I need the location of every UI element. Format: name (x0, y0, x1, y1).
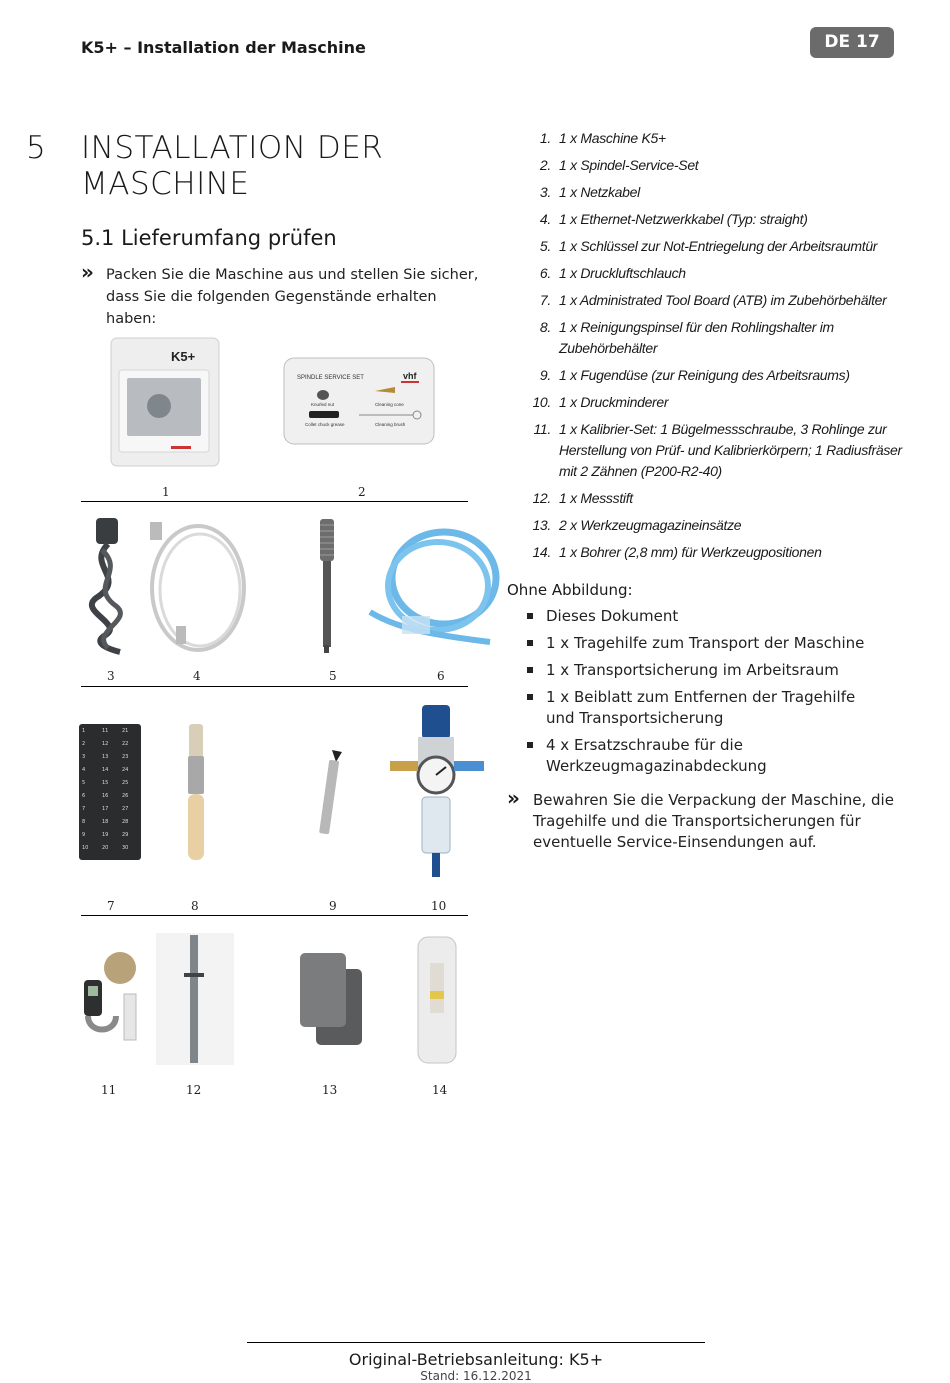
tool-board-slot-label: 17 (102, 806, 109, 812)
list-item (529, 317, 909, 359)
figure-label-10: 10 (431, 899, 447, 913)
figure-label-7: 7 (107, 899, 115, 913)
tool-board-slot-label: 23 (122, 754, 129, 760)
compressed-air-hose-photo (366, 518, 506, 662)
tool-board-slot-label: 12 (102, 741, 109, 747)
list-item (529, 209, 909, 230)
list-item-number: 1. (539, 130, 551, 146)
list-item (529, 290, 909, 311)
list-item-text: 1 x Administrated Tool Board (ATB) im Zubehörbehälter (559, 292, 887, 308)
tool-board-slot-label: 7 (82, 806, 86, 812)
list-item-text: 1 x Druckminderer (559, 394, 669, 410)
crevice-nozzle-photo (316, 748, 346, 842)
list-item (529, 236, 909, 257)
tool-board-grid (79, 724, 141, 860)
tool-board-slot-label: 29 (122, 832, 129, 838)
list-item-text: 1 x Reinigungspinsel für den Rohlingshalter im Zubehörbehälter (559, 319, 834, 356)
bullet-square-icon (527, 694, 533, 700)
tool-board-slot-label: 21 (122, 728, 129, 734)
box-brand: vhf (403, 371, 417, 381)
measuring-pin-photo (156, 933, 234, 1065)
tool-board-slot-label: 3 (82, 754, 86, 760)
tool-board-slot-label: 11 (102, 728, 109, 734)
list-item-number: 7. (539, 292, 551, 308)
chapter-title-line2: MASCHINE (81, 166, 250, 202)
tool-board-slot-label: 25 (122, 780, 129, 786)
list-item (529, 128, 909, 149)
ethernet-cable-photo (140, 518, 252, 660)
bullet-item (527, 606, 887, 627)
tool-board-slot-label: 18 (102, 819, 109, 825)
machine-k5-photo (109, 336, 221, 472)
tool-board-slot-label: 27 (122, 806, 129, 812)
figure-divider (81, 686, 468, 687)
packaging-note: Bewahren Sie die Verpackung der Maschine, die Tragehilfe und die Transportsicherungen für eventuelle Service-Einsendungen auf. (533, 791, 894, 851)
figure-label-9: 9 (329, 899, 337, 913)
drill-tube-photo (414, 935, 460, 1071)
figure-label-6: 6 (437, 669, 445, 683)
tool-board-slot-label: 2 (82, 741, 86, 747)
page-number-badge: DE 17 (810, 27, 894, 58)
tool-magazine-inserts-photo (298, 951, 364, 1051)
figure-label-5: 5 (329, 669, 337, 683)
figure-label-2: 2 (358, 485, 366, 499)
bullet-text: Dieses Dokument (546, 607, 679, 625)
chapter-number: 5 (26, 130, 46, 166)
bullet-item (527, 735, 887, 777)
list-item-text: 1 x Kalibrier-Set: 1 Bügelmessschraube, 3 Rohlinge zur Herstellung von Prüf- und Kalibrierkörpern; 1 Radiusfräser mit 2 Zähnen (P200-R2-40) (559, 421, 902, 479)
footer-rule (247, 1342, 705, 1343)
running-header: K5+ – Installation der Maschine (81, 38, 366, 57)
figure-label-1: 1 (162, 485, 170, 499)
figure-label-12: 12 (186, 1083, 202, 1097)
list-item-number: 12. (532, 490, 551, 506)
bullet-item (527, 660, 887, 681)
list-item-number: 14. (532, 544, 551, 560)
tool-board-slot-label: 22 (122, 741, 129, 747)
list-item-number: 5. (539, 238, 551, 254)
box-item-1: Knurled nut (311, 402, 335, 407)
bullet-text: 1 x Tragehilfe zum Transport der Maschine (546, 634, 865, 652)
tool-board-slot-label: 1 (82, 728, 86, 734)
section-title: 5.1 Lieferumfang prüfen (81, 226, 337, 250)
list-item (529, 263, 909, 284)
list-item-text: 1 x Spindel-Service-Set (559, 157, 699, 173)
list-item-text: 1 x Maschine K5+ (559, 130, 666, 146)
intro-text: Packen Sie die Maschine aus und stellen Sie sicher, dass Sie die folgenden Gegenstände erhalten haben: (106, 267, 479, 327)
list-item (529, 155, 909, 176)
list-item-text: 1 x Schlüssel zur Not-Entriegelung der Arbeitsraumtür (559, 238, 878, 254)
list-item-text: 1 x Fugendüse (zur Reinigung des Arbeitsraums) (559, 367, 850, 383)
tool-board-slot-label: 20 (102, 845, 109, 851)
list-item-number: 8. (539, 319, 551, 335)
list-item-number: 3. (539, 184, 551, 200)
footer-date: Stand: 16.12.2021 (420, 1369, 532, 1383)
list-item-number: 2. (539, 157, 551, 173)
list-item-number: 4. (539, 211, 551, 227)
tool-board-slot-label: 13 (102, 754, 109, 760)
figure-label-4: 4 (193, 669, 201, 683)
administrated-tool-board-photo (79, 724, 141, 860)
bullet-square-icon (527, 613, 533, 619)
figure-divider (81, 501, 468, 502)
tool-board-slot-label: 14 (102, 767, 109, 773)
tool-board-slot-label: 10 (82, 845, 89, 851)
list-item (529, 515, 909, 536)
bullet-item (527, 633, 887, 654)
bullet-square-icon (527, 667, 533, 673)
list-item (529, 392, 909, 413)
chapter-title (81, 130, 383, 202)
box-item-4: Cleaning brush (375, 422, 406, 427)
tool-board-slot-label: 26 (122, 793, 129, 799)
tool-board-slot-label: 6 (82, 793, 86, 799)
instruction-marker: » (81, 260, 94, 284)
list-item (529, 542, 909, 563)
spindle-service-set-photo (283, 357, 435, 449)
list-item (529, 419, 909, 482)
list-item (529, 365, 909, 386)
bullet-text: 4 x Ersatzschraube für die Werkzeugmagazinabdeckung (546, 736, 767, 775)
tool-board-slot-label: 9 (82, 832, 86, 838)
tool-board-slot-label: 4 (82, 767, 86, 773)
tool-board-slot-label: 8 (82, 819, 86, 825)
list-item-text: 1 x Druckluftschlauch (559, 265, 686, 281)
cleaning-brush-photo (183, 722, 209, 866)
tool-board-slot-label: 15 (102, 780, 109, 786)
without-image-list (527, 606, 887, 783)
emergency-key-photo (318, 517, 336, 659)
list-item-text: 1 x Messstift (559, 490, 633, 506)
footer-title: Original-Betriebsanleitung: K5+ (348, 1350, 604, 1369)
list-item-number: 9. (539, 367, 551, 383)
tool-board-slot-label: 28 (122, 819, 129, 825)
figure-label-13: 13 (322, 1083, 338, 1097)
list-item-number: 6. (539, 265, 551, 281)
figure-divider (81, 915, 468, 916)
chapter-title-line1: INSTALLATION DER (81, 130, 384, 166)
list-item-number: 10. (532, 394, 551, 410)
box-title: SPINDLE SERVICE SET (297, 375, 364, 381)
box-item-2: Cleaning cone (375, 402, 404, 407)
without-image-heading: Ohne Abbildung: (507, 581, 633, 599)
power-cable-photo (82, 516, 134, 660)
list-item-text: 1 x Netzkabel (559, 184, 640, 200)
tool-board-slot-label: 16 (102, 793, 109, 799)
delivery-items-list (529, 128, 909, 569)
bullet-item (527, 687, 887, 729)
box-item-3: Collet chuck grease (305, 422, 345, 427)
tool-board-slot-label: 5 (82, 780, 86, 786)
tool-board-slot-label: 30 (122, 845, 129, 851)
bullet-text: 1 x Transportsicherung im Arbeitsraum (546, 661, 839, 679)
tool-board-slot-label: 19 (102, 832, 109, 838)
figure-label-8: 8 (191, 899, 199, 913)
machine-logo-text: K5+ (171, 349, 196, 364)
list-item-text: 1 x Bohrer (2,8 mm) für Werkzeugpositionen (559, 544, 822, 560)
figure-label-11: 11 (101, 1083, 117, 1097)
figure-label-14: 14 (432, 1083, 448, 1097)
bullet-square-icon (527, 640, 533, 646)
list-item-number: 13. (532, 517, 551, 533)
tool-board-slot-label: 24 (122, 767, 129, 773)
list-item (529, 182, 909, 203)
list-item-text: 2 x Werkzeugmagazineinsätze (559, 517, 742, 533)
list-item (529, 488, 909, 509)
bullet-square-icon (527, 742, 533, 748)
instruction-marker: » (507, 786, 520, 810)
list-item-number: 11. (533, 421, 551, 437)
list-item-text: 1 x Ethernet-Netzwerkkabel (Typ: straight) (559, 211, 808, 227)
calibration-set-photo (82, 950, 142, 1048)
figure-label-3: 3 (107, 669, 115, 683)
bullet-text: 1 x Beiblatt zum Entfernen der Tragehilfe und Transportsicherung (546, 688, 856, 727)
pressure-regulator-photo (388, 703, 488, 887)
